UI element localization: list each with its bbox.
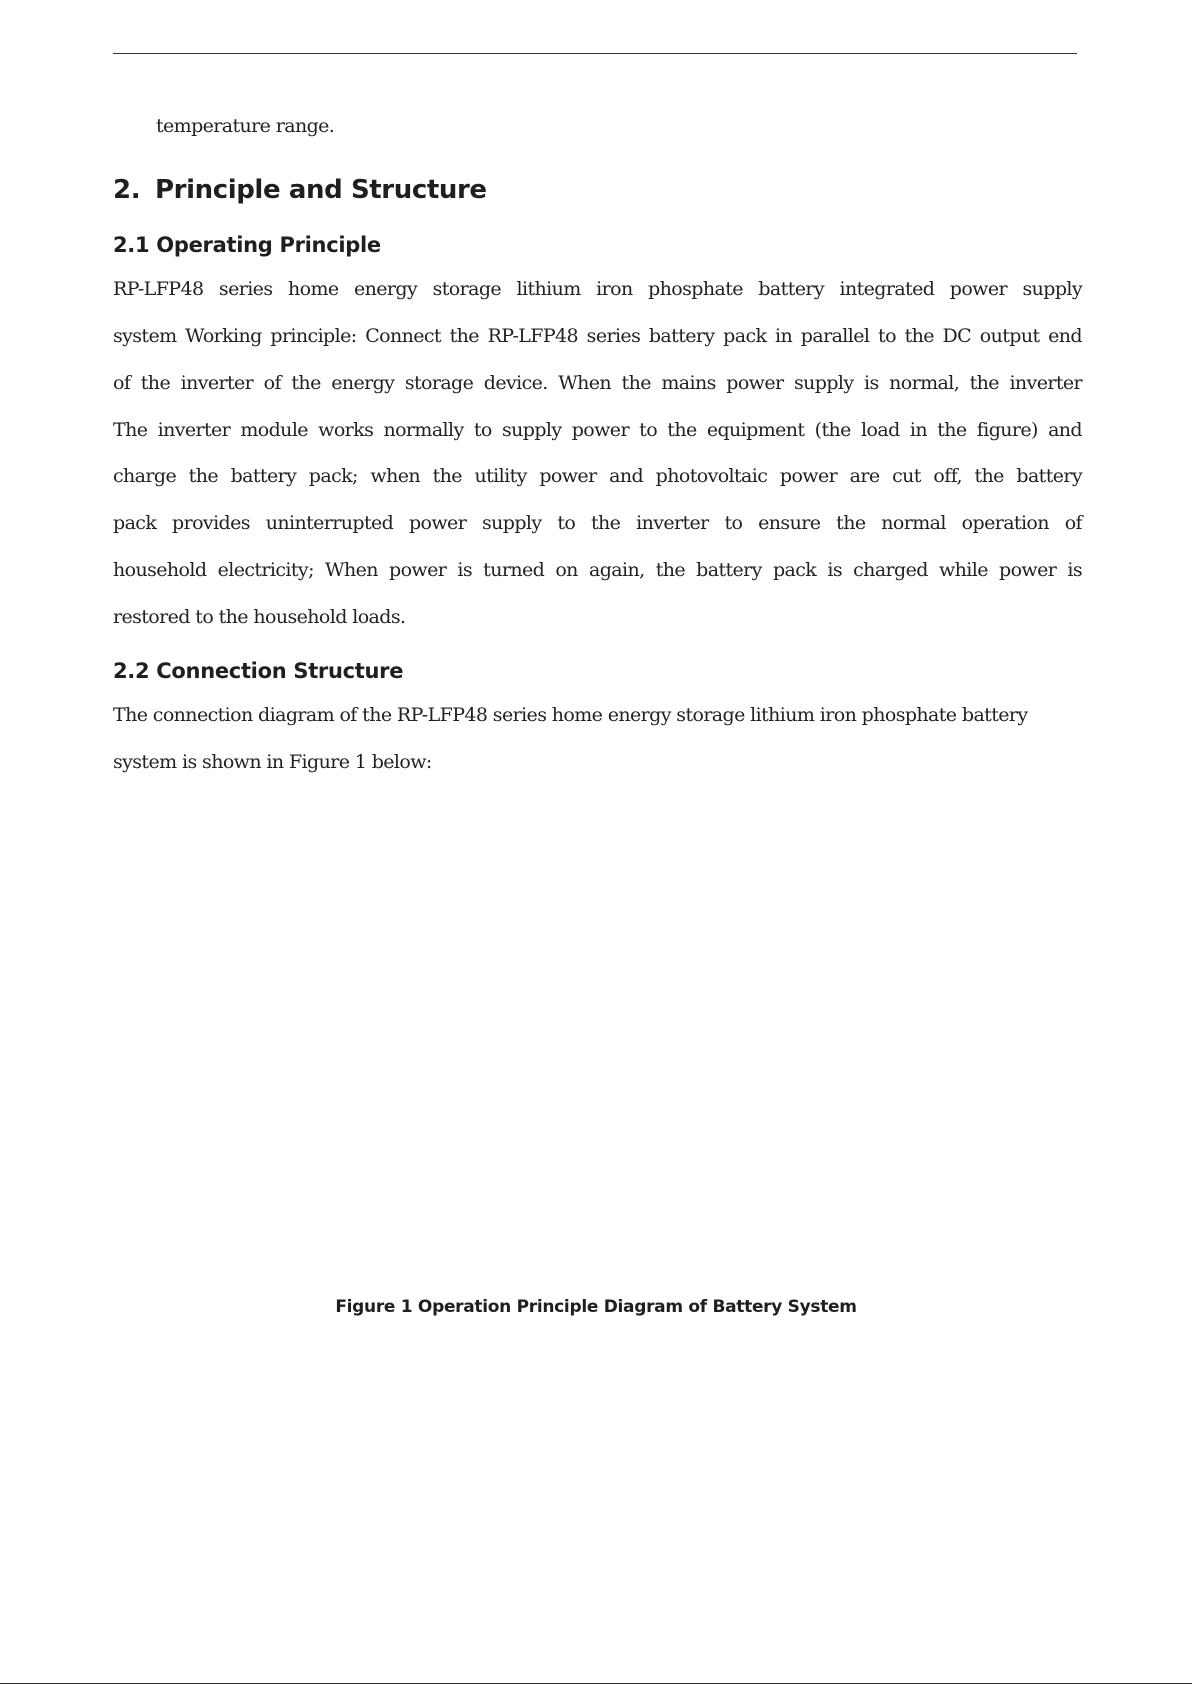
subsection-heading-operating-principle: 2.1 Operating Principle bbox=[113, 233, 381, 257]
paragraph-line: The connection diagram of the RP-LFP48 series home energy storage lithium iron phosphate battery bbox=[113, 704, 1028, 726]
paragraph-line: of the inverter of the energy storage device. When the mains power supply is normal, the inverter bbox=[113, 372, 1082, 394]
paragraph-line: household electricity; When power is turned on again, the battery pack is charged while power is bbox=[113, 559, 1082, 581]
paragraph-line: system is shown in Figure 1 below: bbox=[113, 751, 432, 773]
paragraph-line: The inverter module works normally to supply power to the equipment (the load in the figure) and bbox=[113, 419, 1082, 441]
header-rule bbox=[113, 53, 1077, 54]
paragraph-line: RP-LFP48 series home energy storage lithium iron phosphate battery integrated power supply bbox=[113, 278, 1082, 300]
section-heading bbox=[113, 175, 487, 205]
paragraph-line: pack provides uninterrupted power supply to the inverter to ensure the normal operation of bbox=[113, 512, 1082, 534]
figure-placeholder bbox=[113, 790, 1077, 1280]
paragraph-line: restored to the household loads. bbox=[113, 606, 406, 628]
section-number: 2. bbox=[113, 175, 141, 205]
continuation-text: temperature range. bbox=[156, 115, 335, 137]
section-title: Principle and Structure bbox=[155, 175, 487, 205]
page-bottom-edge bbox=[0, 1683, 1192, 1684]
figure-caption: Figure 1 Operation Principle Diagram of Battery System bbox=[335, 1297, 857, 1317]
paragraph-line: charge the battery pack; when the utility power and photovoltaic power are cut off, the battery bbox=[113, 465, 1082, 487]
subsection-heading-connection-structure: 2.2 Connection Structure bbox=[113, 659, 404, 683]
paragraph-line: system Working principle: Connect the RP-LFP48 series battery pack in parallel to the DC output end bbox=[113, 325, 1082, 347]
